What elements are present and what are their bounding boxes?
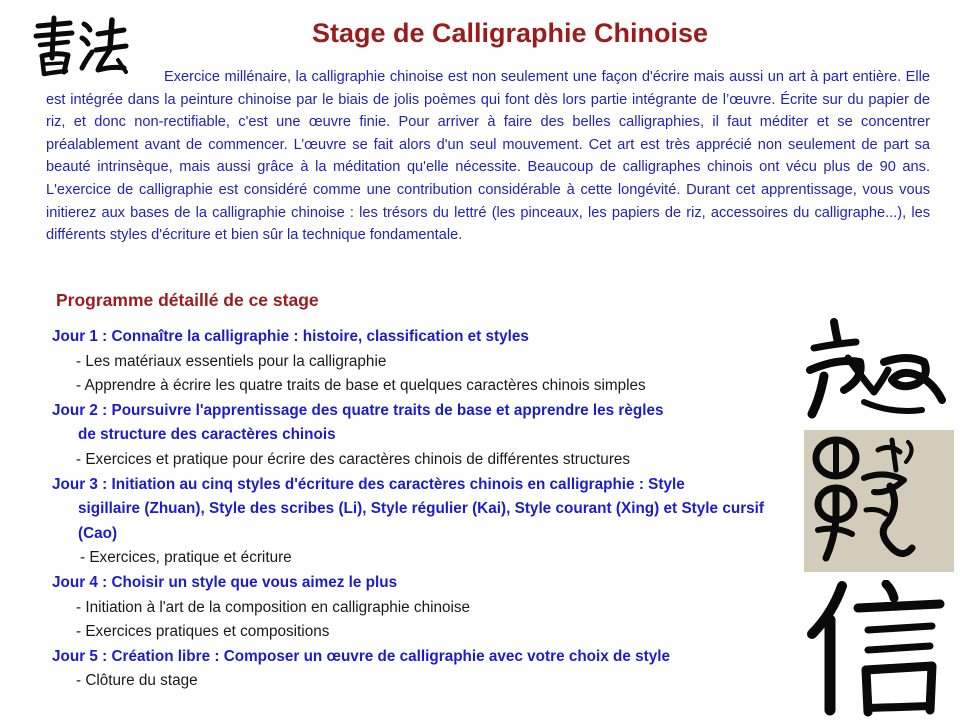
day-3-item-1: - Exercices, pratique et écriture <box>80 549 292 567</box>
day-4-heading: Jour 4 : Choisir un style que vous aimez le plus <box>52 573 398 591</box>
cursive-glyph-image <box>804 318 952 424</box>
day-1-item-2: - Apprendre à écrire les quatre traits de base et quelques caractères chinois simples <box>76 377 646 395</box>
day-4-item-1: - Initiation à l'art de la composition en calligraphie chinoise <box>76 598 471 616</box>
day-4-item-2: - Exercices pratiques et compositions <box>76 623 330 641</box>
page-title: Stage de Calligraphie Chinoise <box>311 18 709 48</box>
day-3-heading-cont: sigillaire (Zhuan), Style des scribes (Li), Style régulier (Kai), Style courant (Xing) et Style cursif (Cao) <box>78 500 764 542</box>
program-list <box>52 325 764 694</box>
day-5-heading: Jour 5 : Création libre : Composer un œuvre de calligraphie avec votre choix de style <box>52 647 671 665</box>
day-1-heading: Jour 1 : Connaître la calligraphie : histoire, classification et styles <box>52 328 529 345</box>
calligraphy-images <box>800 312 960 720</box>
day-2-heading-cont: de structure des caractères chinois <box>78 426 336 444</box>
day-3-heading: Jour 3 : Initiation au cinq styles d'écriture des caractères chinois en calligraphie : Style <box>52 475 685 493</box>
day-1-item-1: - Les matériaux essentiels pour la calligraphie <box>76 352 387 370</box>
day-2-heading: Jour 2 : Poursuivre l'apprentissage des quatre traits de base et apprendre les règles <box>52 401 664 419</box>
day-2-item-1: - Exercices et pratique pour écrire des caractères chinois de différentes structures <box>76 450 631 468</box>
program-title: Programme détaillé de ce stage <box>56 290 319 310</box>
intro-paragraph: Exercice millénaire, la calligraphie chinoise est non seulement une façon d'écrire mais aussi un art à part entière. Elle est intégrée dans la peinture chinoise par le biais de jolis poèmes qui font dès lors partie intégrante de l’œuvre. Écrite sur du papier de riz, et donc non-rectifiable, c'est une œuvre finie. Pour arriver à faire des belles calligraphies, il faut méditer et se concentrer préalablement avant de commencer. L’œuvre se fait alors d'un seul mouvement. Cet art est très apprécié non seulement de part sa beauté intrinsèque, mais aussi grâce à la méditation qu'elle nécessite. Beaucoup de calligraphes chinois ont vécu plus de 90 ans. L'exercice de calligraphie est considéré comme une contribution considérable à cette longévité. Durant cet apprentissage, vous vous initierez aux bases de la calligraphie chinoise : les trésors du lettré (les pinceaux, les papiers de riz, accessoires du calligraphe...), les différents styles d'écriture et bien sûr la technique fondamentale. <box>46 69 930 244</box>
regular-glyph-image <box>806 580 954 718</box>
day-5-item-1: - Clôture du stage <box>76 672 198 690</box>
seal-glyph-image <box>804 430 954 572</box>
